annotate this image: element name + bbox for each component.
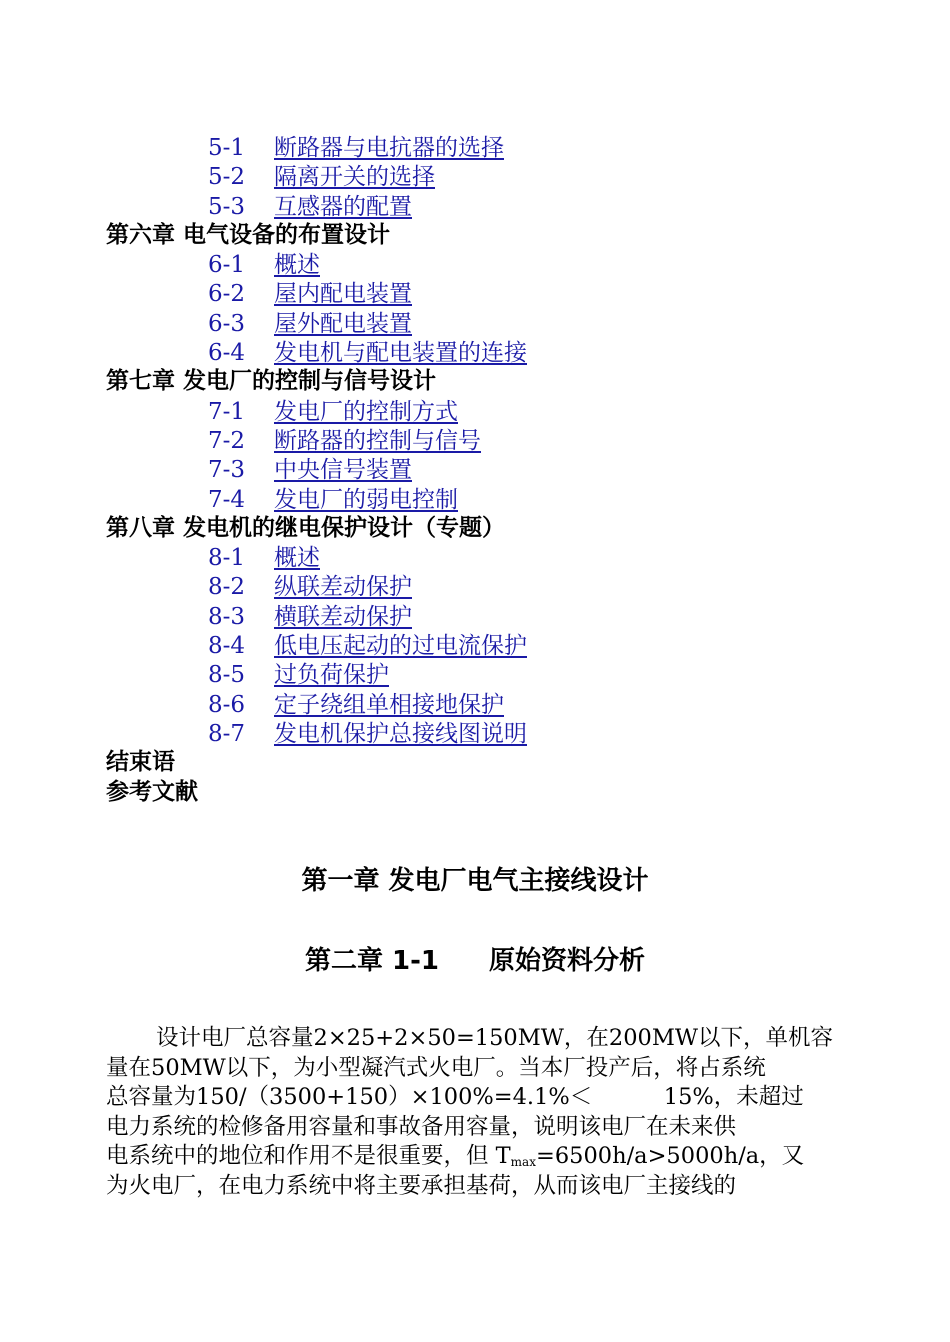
toc-entry-5-2	[106, 162, 866, 191]
toc-title: 互感器的配置	[274, 193, 412, 220]
subscript-max: max	[510, 1155, 536, 1170]
toc-title: 发电厂的弱电控制	[274, 486, 458, 513]
toc-link-8-4[interactable]	[208, 633, 527, 659]
toc-entry-6-3	[106, 309, 866, 338]
toc-chapter-8: 第八章 发电机的继电保护设计（专题）	[106, 514, 506, 541]
toc-title: 屋外配电装置	[274, 310, 412, 337]
toc-entry-7-1	[106, 397, 866, 426]
section-1-1-heading	[0, 940, 950, 977]
body-line: 为火电厂，在电力系统中将主要承担基荷，从而该电厂主接线的	[106, 1172, 737, 1199]
toc-number: 7-3	[208, 457, 246, 484]
toc-link-6-2[interactable]	[208, 281, 412, 307]
toc-number: 6-4	[208, 340, 246, 367]
toc-number: 8-6	[208, 691, 246, 718]
toc-entry-8-7	[106, 719, 866, 748]
toc-number: 8-2	[208, 574, 246, 601]
body-line: 设计电厂总容量2×25+2×50=150MW，在200MW以下，单机容	[156, 1025, 834, 1051]
toc-link-7-3[interactable]	[208, 457, 412, 483]
toc-number: 5-1	[208, 135, 246, 161]
toc-number: 5-3	[208, 193, 246, 220]
toc-title: 发电机保护总接线图说明	[274, 720, 527, 747]
toc-title: 定子绕组单相接地保护	[274, 691, 504, 718]
toc-link-8-5[interactable]	[208, 662, 389, 688]
toc-link-8-2[interactable]	[208, 574, 412, 600]
toc-entry-8-1	[106, 543, 866, 572]
toc-entry-7-2	[106, 426, 866, 455]
toc-link-7-2[interactable]	[208, 428, 481, 454]
toc-title: 横联差动保护	[274, 603, 412, 630]
toc-link-7-4[interactable]	[208, 487, 458, 513]
toc-number: 7-4	[208, 486, 246, 513]
toc-link-8-1[interactable]	[208, 545, 320, 571]
toc-entry-7-4	[106, 485, 866, 514]
toc-link-5-3[interactable]	[208, 194, 412, 220]
toc-link-5-1[interactable]	[208, 135, 504, 161]
toc-title: 隔离开关的选择	[274, 164, 435, 191]
toc-title: 发电厂的控制方式	[274, 398, 458, 425]
toc-entry-8-4	[106, 631, 866, 660]
toc-number: 6-2	[208, 281, 246, 308]
toc-number: 8-5	[208, 662, 246, 689]
toc-entry-7-3	[106, 455, 866, 484]
toc-link-6-4[interactable]	[208, 340, 527, 366]
toc-title: 过负荷保护	[274, 662, 389, 689]
toc-title: 发电机与配电装置的连接	[274, 340, 527, 367]
toc-link-5-2[interactable]	[208, 164, 435, 190]
section-label: 第二章 1-1	[304, 946, 439, 976]
toc-number: 6-3	[208, 310, 246, 337]
toc-entry-6-1	[106, 250, 866, 279]
toc-entry-8-6	[106, 690, 866, 719]
toc-number: 8-7	[208, 720, 246, 747]
body-line	[106, 1142, 846, 1172]
body-line: 总容量为150/（3500+150）×100%=4.1%＜ 15%，未超过	[106, 1084, 804, 1111]
toc-link-8-6[interactable]	[208, 692, 504, 718]
body-text-fragment: 电系统中的地位和作用不是很重要，但 T	[106, 1143, 511, 1170]
toc-link-8-3[interactable]	[208, 604, 412, 630]
toc-number: 8-1	[208, 545, 246, 572]
toc-link-8-7[interactable]	[208, 721, 527, 747]
toc-number: 7-2	[208, 427, 246, 454]
toc-entry-8-5	[106, 660, 866, 689]
toc-entry-8-3	[106, 602, 866, 631]
toc-title: 概述	[274, 252, 320, 279]
body-line: 量在50MW以下，为小型凝汽式火电厂。当本厂投产后，将占系统	[106, 1054, 766, 1081]
toc-title: 概述	[274, 545, 320, 572]
body-paragraph	[106, 1024, 846, 1202]
toc-entry-6-2	[106, 279, 866, 308]
body-text-fragment: =6500h/a>5000h/a，又	[535, 1143, 805, 1170]
toc-title: 纵联差动保护	[274, 574, 412, 601]
toc-number: 8-4	[208, 633, 246, 660]
section-title: 原始资料分析	[489, 946, 646, 976]
chapter-1-heading: 第一章 发电厂电气主接线设计	[301, 866, 649, 896]
toc-entry-5-1	[106, 133, 866, 162]
toc-title: 低电压起动的过电流保护	[274, 633, 527, 660]
toc-references: 参考文献	[106, 778, 198, 805]
body-line: 电力系统的检修备用容量和事故备用容量，说明该电厂在未来供	[106, 1113, 737, 1140]
toc-title: 断路器与电抗器的选择	[274, 135, 504, 161]
toc-link-6-1[interactable]	[208, 252, 320, 278]
toc-title: 中央信号装置	[274, 457, 412, 484]
toc-title: 屋内配电装置	[274, 281, 412, 308]
toc-link-6-3[interactable]	[208, 311, 412, 337]
toc-entry-8-2	[106, 572, 866, 601]
toc-number: 6-1	[208, 252, 246, 279]
toc-entry-6-4	[106, 338, 866, 367]
toc-number: 7-1	[208, 398, 246, 425]
toc-number: 5-2	[208, 164, 246, 191]
toc-entry-5-3	[106, 192, 866, 221]
toc-title: 断路器的控制与信号	[274, 427, 481, 454]
toc-chapter-6: 第六章 电气设备的布置设计	[106, 221, 391, 248]
toc-conclusion: 结束语	[106, 749, 175, 776]
toc-link-7-1[interactable]	[208, 399, 458, 425]
toc-chapter-7: 第七章 发电厂的控制与信号设计	[106, 368, 437, 395]
toc-number: 8-3	[208, 603, 246, 630]
table-of-contents	[106, 133, 866, 807]
